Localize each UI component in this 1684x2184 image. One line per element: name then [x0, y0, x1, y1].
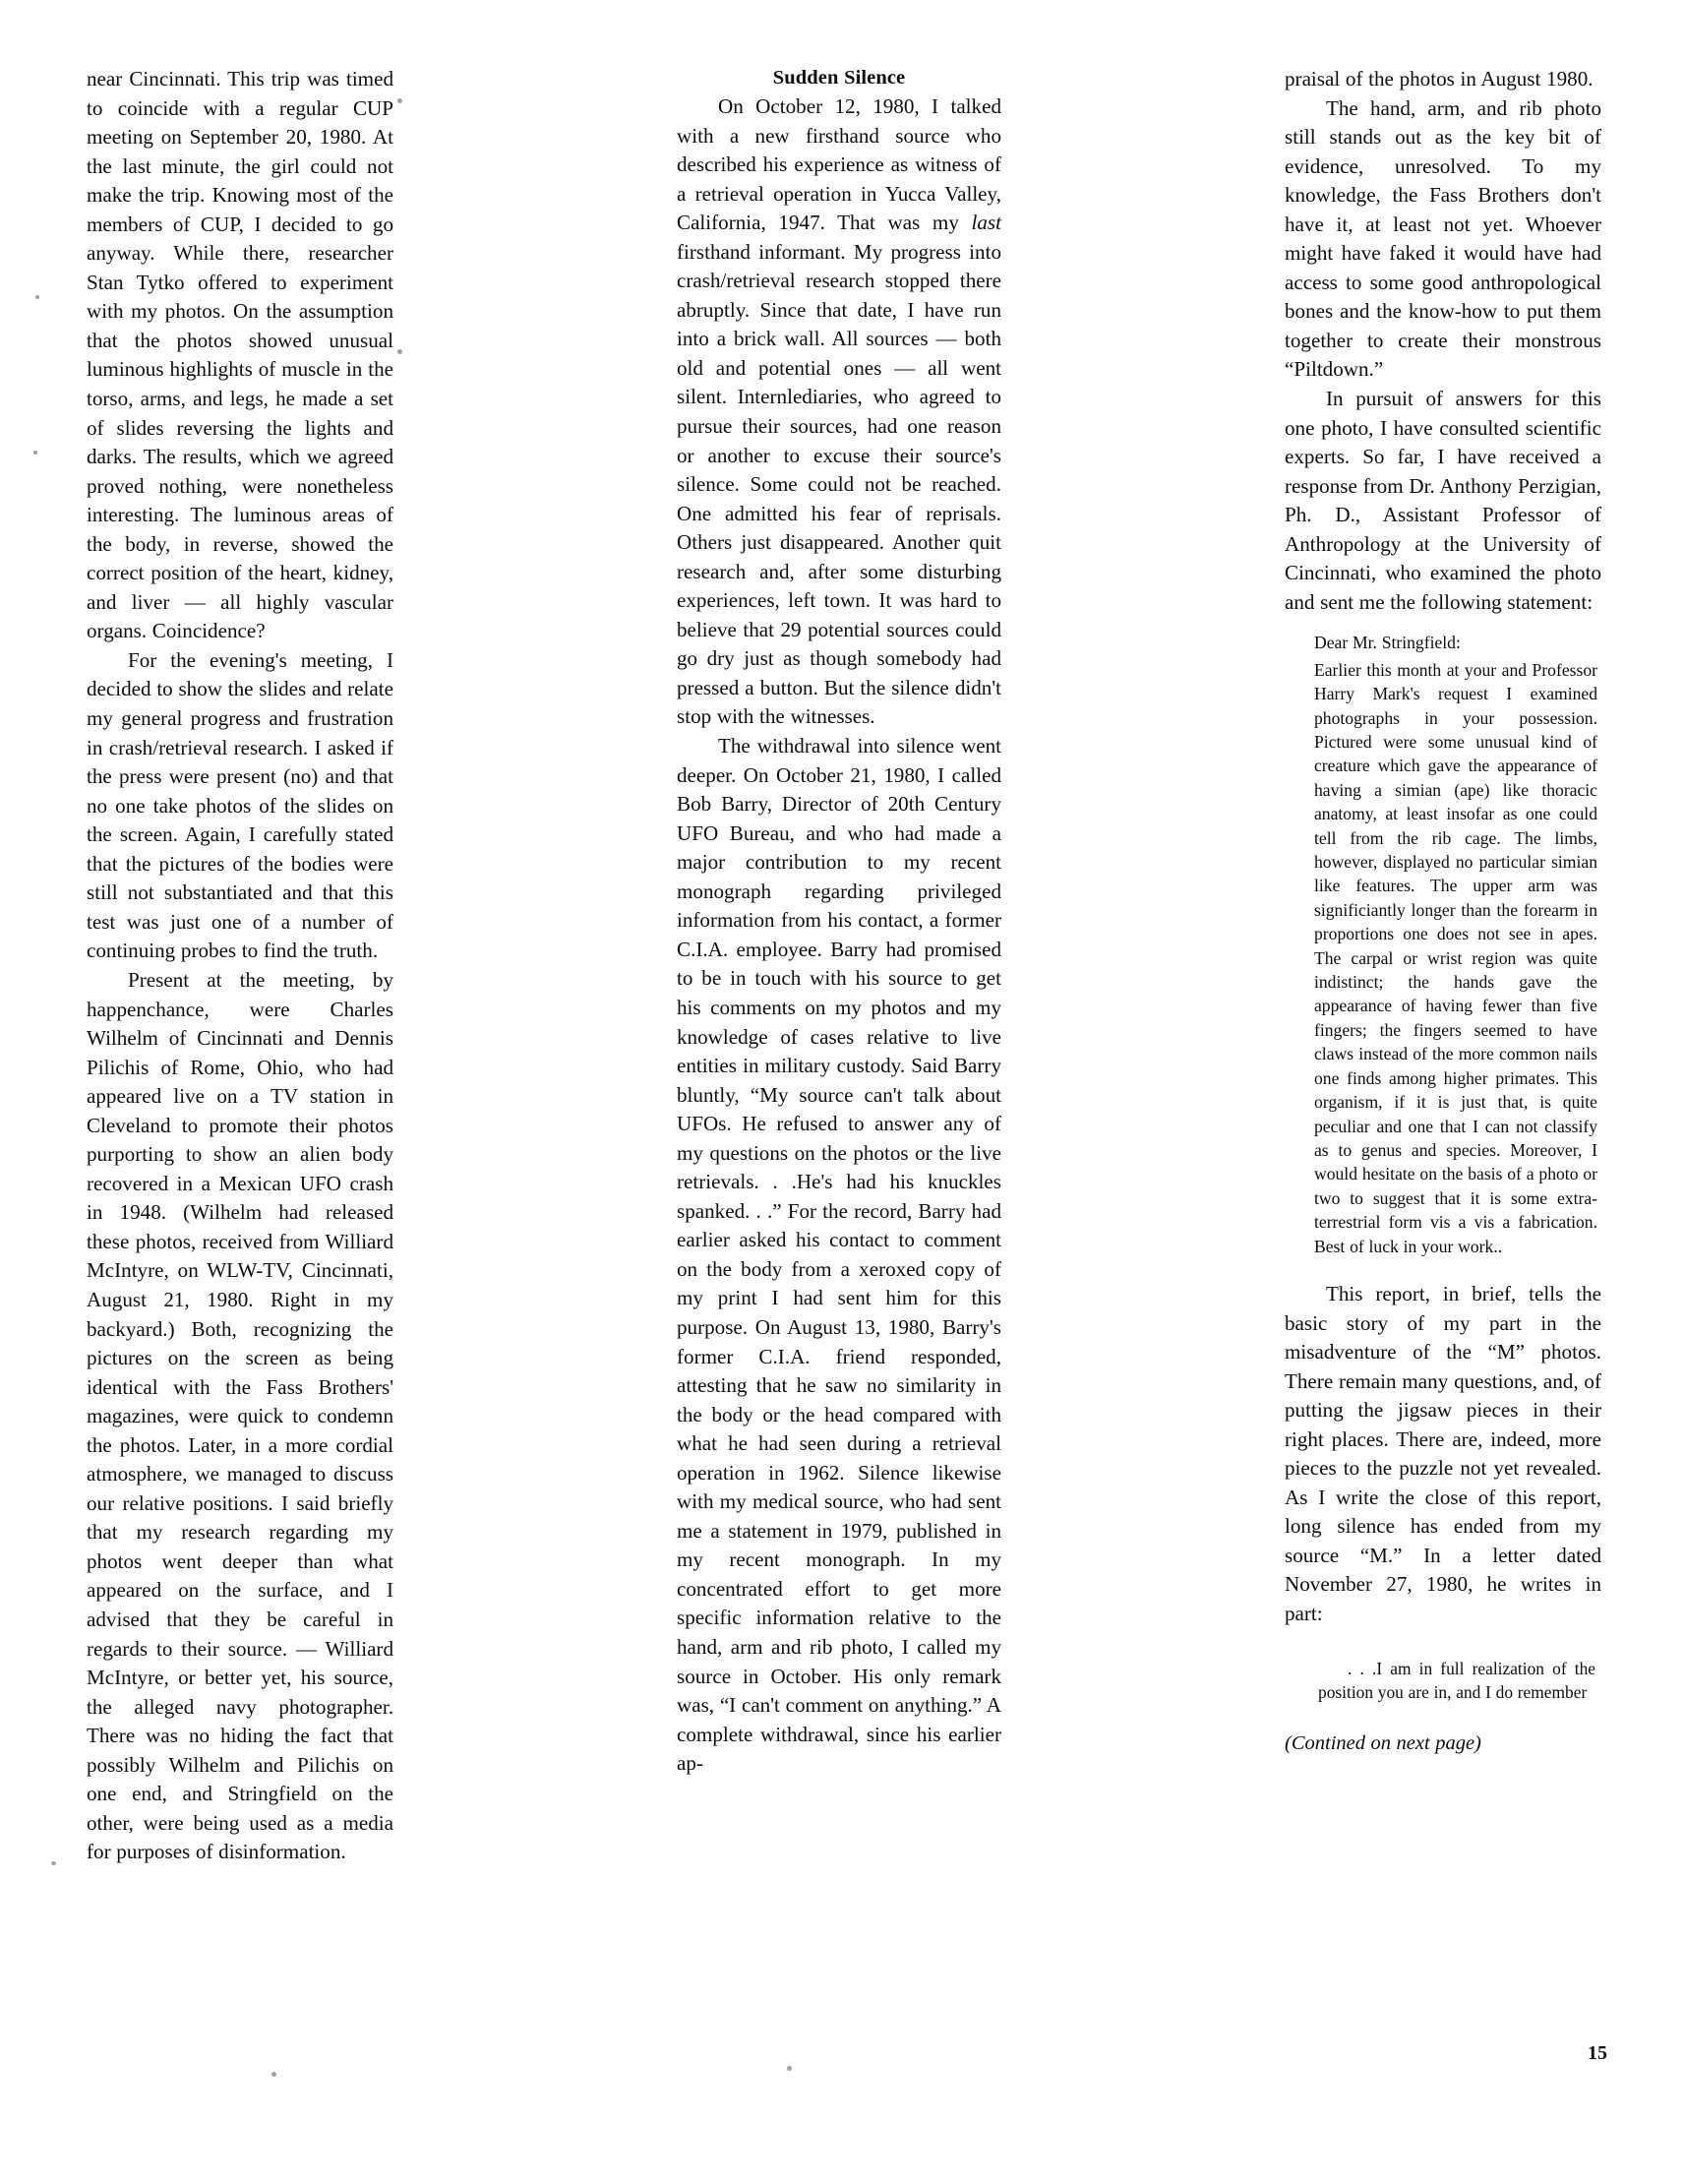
column-layout	[87, 65, 1601, 1867]
paragraph: The hand, arm, and rib photo still stands out as the key bit of evidence, unresolved. To my knowledge, the Fass Brothers don't have it, at least not yet. Whoever might have faked it would have had access to some good anthropological bones and the know-how to put them together to create their monstrous “Piltdown.”	[1285, 95, 1601, 382]
section-heading: Sudden Silence	[772, 67, 906, 89]
paragraph: In pursuit of answers for this one photo, I have consulted scientific experts. So far, I have received a response from Dr. Anthony Perzigian, Ph. D., Assistant Professor of Anthropology at the University of Cincinnati, who examined the photo and sent me the following statement:	[1285, 387, 1601, 614]
scan-speck	[271, 2072, 276, 2077]
paragraph: Present at the meeting, by happenchance, were Charles Wilhelm of Cincinnati and Dennis Pilichis of Rome, Ohio, who had appeared live on a TV station in Cleveland to promote their photos purporting to show an alien body recovered in a Mexican UFO crash in 1948. (Wilhelm had released these photos, received from Williard McIntyre, on WLW-TV, Cincinnati, August 21, 1980. Right in my backyard.) Both, recognizing the pictures on the screen as being identical with the Fass Brothers' magazines, were quick to condemn the photos. Later, in a more cordial atmosphere, we managed to discuss our relative positions. I said briefly that my research regarding my photos went deeper than what appeared on the surface, and I advised that they be careful in regards to their source. — Williard McIntyre, or better yet, his source, the alleged navy photographer. There was no hiding the fact that possibly Wilhelm and Pilichis on one end, and Stringfield on the other, were being used as a media for purposes of disinformation.	[87, 967, 393, 1864]
scan-speck	[35, 295, 39, 299]
letter-body: Earlier this month at your and Professor Harry Mark's request I examined photographs in your possession. Pictured were some unusual kind of creature which gave the appearance of having a simian (ape) like thoracic anatomy, at least insofar as one could tell from the rib cage. The limbs, however, displayed no particular simian like features. The upper arm was significiantly longer than the forearm in proportions one does not see in apes. The carpal or wrist region was quite indistinct; the hands gave the appearance of having fewer than five fingers; the fingers seemed to have claws instead of the more common nails one finds among higher primates. This organism, if it is just that, is quite peculiar and one that I can not classify as to genus and species. Moreover, I would hesitate on the basis of a photo or two to suggest that it is some extra-terrestrial form vis a vis a fabrication. Best of luck in your work..	[1314, 659, 1597, 1256]
paragraph: This report, in brief, tells the basic story of my part in the misadventure of the “M” photos. There remain many questions, and, of putting the jigsaw pieces in their right places. There are, indeed, more pieces to the puzzle not yet revealed. As I write the close of this report, long silence has ended from my source “M.” In a letter dated November 27, 1980, he writes in part:	[1285, 1281, 1601, 1625]
page-number: 15	[1588, 2042, 1607, 2064]
paragraph-text-before: On October 12, 1980, I talked with a new firsthand source who described his experience as witness of a retrieval operation in Yucca Valley, California, 1947. That was my	[677, 94, 1001, 235]
paragraph	[677, 92, 1001, 732]
middle-column	[677, 65, 1001, 1779]
left-column	[87, 65, 393, 1867]
paragraph: praisal of the photos in August 1980.	[1285, 67, 1594, 91]
emphasis-last: last	[971, 211, 1001, 235]
scan-speck	[51, 1861, 56, 1865]
paragraph-text-after: firsthand informant. My progress into crash/retrieval research stopped there abruptly. Since that date, I have run into a brick wall. All sources — both old and potential ones — all went silent. Internlediaries, who agreed to pursue their sources, had one reason or another to excuse their source's silence. Some could not be reached. One admitted his fear of reprisals. Others just disappeared. Another quit research and, after some disturbing experiences, left town. It was hard to believe that 29 potential sources could go dry just as though somebody had pressed a button. But the silence didn't stop with the witnesses.	[677, 239, 1001, 729]
continued-note: (Contined on next page)	[1285, 1731, 1481, 1754]
scan-speck	[33, 451, 37, 455]
right-column	[1285, 65, 1601, 1758]
final-quote: . . .I am in full realization of the position you are in, and I do remember	[1318, 1658, 1595, 1702]
scan-speck	[787, 2066, 792, 2071]
quoted-letter	[1314, 631, 1597, 1258]
letter-salutation: Dear Mr. Stringfield:	[1314, 633, 1461, 653]
paragraph: The withdrawal into silence went deeper. On October 21, 1980, I called Bob Barry, Director of 20th Century UFO Bureau, and who had made a major contribution to my recent monograph regarding privileged information from his contact, a former C.I.A. employee. Barry had promised to be in touch with his source to get his comments on my photos and my knowledge of cases relative to live entities in military custody. Said Barry bluntly, “My source can't talk about UFOs. He refused to answer any of my questions on the photos or the live retrievals. . .He's had his knuckles spanked. . .” For the record, Barry had earlier asked his contact to comment on the body from a xeroxed copy of my print I had sent him for this purpose. On August 13, 1980, Barry's former C.I.A. friend responded, attesting that he saw no similarity in the body or the head compared with what he had seen during a retrieval operation in 1962. Silence likewise with my medical source, who had sent me a statement in 1979, published in my recent monograph. In my concentrated effort to get more specific information relative to the hand, arm and rib photo, I called my source in October. His only remark was, “I can't comment on anything.” A complete withdrawal, since his earlier ap-	[677, 734, 1001, 1776]
paragraph: For the evening's meeting, I decided to show the slides and relate my general progress and frustration in crash/retrieval research. I asked if the press were present (no) and that no one take photos of the slides on the screen. Again, I carefully stated that the pictures of the bodies were still not substantiated and that this test was just one of a number of continuing probes to find the truth.	[87, 647, 393, 963]
paragraph: near Cincinnati. This trip was timed to coincide with a regular CUP meeting on September 20, 1980. At the last minute, the girl could not make the trip. Knowing most of the members of CUP, I decided to go anyway. While there, researcher Stan Tytko offered to experiment with my photos. On the assumption that the photos showed unusual luminous highlights of muscle in the torso, arms, and legs, he made a set of slides reversing the lights and darks. The results, which we agreed proved nothing, were nonetheless interesting. The luminous areas of the body, in reverse, showed the correct position of the heart, kidney, and liver — all highly vascular organs. Coincidence?	[87, 67, 393, 643]
